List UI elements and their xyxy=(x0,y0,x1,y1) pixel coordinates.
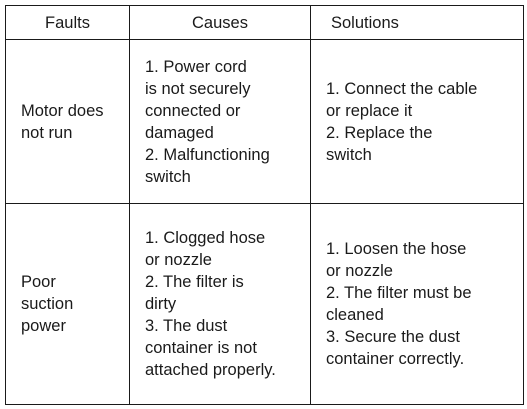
cell-text-line: 2. Replace the xyxy=(326,123,433,142)
cell-text-line: 3. Secure the dust xyxy=(326,328,460,346)
cell-text-line: attached properly. xyxy=(145,361,276,379)
solutions-cell xyxy=(311,204,524,405)
cell-text-line: 1. Clogged hose xyxy=(145,229,266,247)
table-row xyxy=(6,40,524,204)
cell-text-line: is not securely xyxy=(145,79,251,98)
cell-text-line: 1. Connect the cable xyxy=(326,79,478,98)
cell-text-line: not run xyxy=(21,123,73,142)
cell-text-line: container is not xyxy=(145,339,257,357)
cell-text-line: power xyxy=(21,317,66,335)
cell-text-line: suction xyxy=(21,295,74,313)
header-causes: Causes xyxy=(130,6,311,40)
cell-text-line: 3. The dust xyxy=(145,317,228,335)
cell-text-line: switch xyxy=(326,145,372,164)
cell-text-line: dirty xyxy=(145,295,177,313)
fault-cell xyxy=(6,40,130,204)
causes-cell xyxy=(130,204,311,405)
cell-text-line: switch xyxy=(145,167,191,186)
causes-cell xyxy=(130,40,311,204)
cell-text-line: or nozzle xyxy=(145,251,212,269)
cell-text-line: 1. Power cord xyxy=(145,57,247,76)
table-row xyxy=(6,204,524,405)
cell-text-line: 1. Loosen the hose xyxy=(326,240,467,258)
cell-text-line: 2. The filter is xyxy=(145,273,244,291)
cell-text-line: or nozzle xyxy=(326,262,393,280)
cell-text-line: cleaned xyxy=(326,306,384,324)
cell-text-line: connected or xyxy=(145,101,241,120)
header-solutions: Solutions xyxy=(311,6,524,40)
header-faults: Faults xyxy=(6,6,130,40)
cell-text-line: damaged xyxy=(145,123,214,142)
cell-text-line: or replace it xyxy=(326,101,413,120)
cell-text-line: Motor does xyxy=(21,101,104,120)
troubleshooting-table-container xyxy=(5,5,524,405)
table-header-row xyxy=(6,6,524,40)
troubleshooting-table xyxy=(5,5,524,405)
cell-text-line: container correctly. xyxy=(326,350,465,368)
cell-text-line: 2. The filter must be xyxy=(326,284,472,302)
cell-text-line: 2. Malfunctioning xyxy=(145,145,270,164)
cell-text-line: Poor xyxy=(21,273,56,291)
solutions-cell xyxy=(311,40,524,204)
fault-cell xyxy=(6,204,130,405)
